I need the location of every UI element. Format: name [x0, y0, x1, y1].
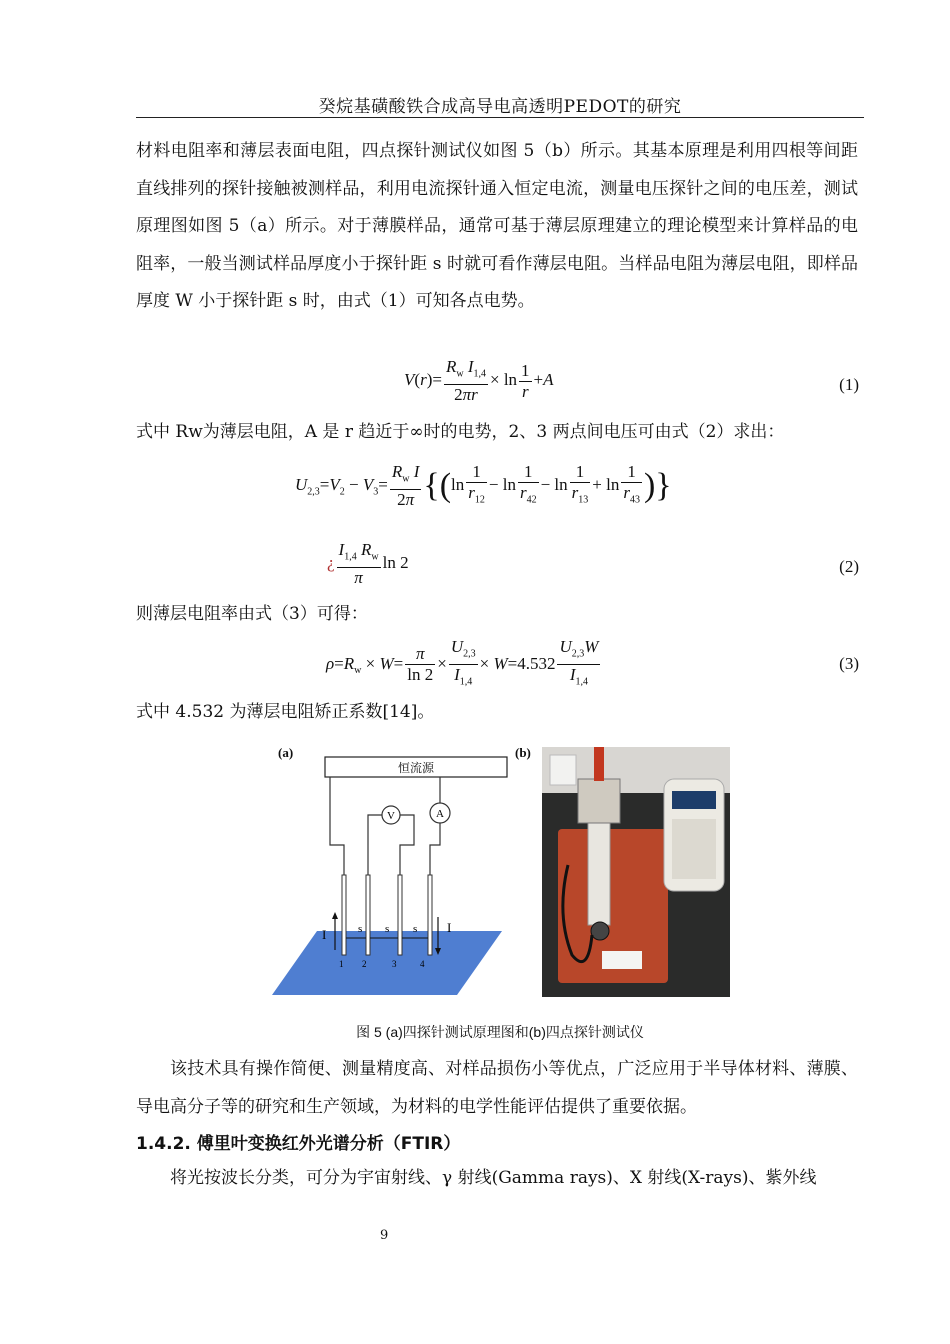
figure-caption: 图 5 (a)四探针测试原理图和(b)四点探针测试仪	[356, 1024, 644, 1040]
current-in-arrowhead	[332, 912, 338, 919]
probe-3	[398, 875, 402, 955]
ammeter-label: A	[436, 808, 444, 820]
probe-1-wire	[330, 777, 344, 875]
current-out-label: I	[447, 920, 452, 935]
probe-2	[366, 875, 370, 955]
equation-number-2: (2)	[839, 557, 859, 576]
equation-2-line-1: $U_{2,3}=V_2 - V_3=$ $\frac{R_w I}{2\pi}$ {(ln $\frac{1}{r_{12}}$ − ln $\frac{1}{r_{42}}$ − ln $\frac{1}{r_{13}}$ + ln $\frac{1}{r_{43}}$ )}	[295, 462, 672, 510]
running-header: 癸烷基磺酸铁合成高导电高透明PEDOT的研究	[318, 97, 682, 117]
probe-number-3: 3	[392, 959, 397, 969]
paragraph-rw-definition: 式中 Rw为薄层电阻，A 是 r 趋近于∞时的电势，2、3 两点间电压可由式（2）求出：	[136, 422, 785, 442]
equation-2-glyph: ¿	[327, 553, 335, 573]
probe-1	[342, 875, 346, 955]
meter-display	[672, 791, 716, 809]
equation-2-line-2: ¿ $\frac{I_{1,4} R_w}{\pi}$ ln 2	[327, 540, 409, 588]
meter-keypad	[672, 819, 716, 879]
current-in-label: I	[322, 927, 327, 942]
header-rule	[136, 117, 864, 118]
probe-number-2: 2	[362, 959, 367, 969]
probe-head	[578, 779, 620, 823]
probe-4-wire	[430, 823, 440, 875]
probe-3-wire	[400, 815, 414, 875]
equation-3-constant: 4.532	[517, 653, 556, 673]
spacing-label-1: s	[358, 923, 363, 935]
socket-icon	[550, 755, 576, 785]
panel-b-label: (b)	[515, 745, 531, 760]
paragraph-principle: 材料电阻率和薄层表面电阻，四点探针测试仪如图 5（b）所示。其基本原理是利用四根等间距直线排列的探针接触被测样品，利用电流探针通入恒定电流，测量电压探针之间的电压差，测试原理图如图 5（a）所示。对于薄膜样品，通常可基于薄层原理建立的理论模型来计算样品的电阻率，一般当测试样品厚度小于探针距 s 时就可看作薄层电阻。当样品电阻为薄层电阻，即样品厚度 W 小于探针距 s 时，由式（1）可知各点电势。	[136, 141, 858, 311]
spacing-label-3: s	[413, 923, 418, 935]
device-sticker	[602, 951, 642, 969]
section-heading: 1.4.2. 傅里叶变换红外光谱分析（FTIR）	[136, 1134, 461, 1154]
probe-number-4: 4	[420, 959, 425, 969]
red-lever	[594, 747, 604, 781]
current-source-label: 恒流源	[397, 761, 435, 775]
sample-plane	[272, 931, 502, 995]
figure-5	[272, 745, 732, 997]
paragraph-advantages: 该技术具有操作简便、测量精度高、对样品损伤小等优点，广泛应用于半导体材料、薄膜、导电高分子等的研究和生产领域，为材料的电学性能评估提供了重要依据。	[136, 1059, 858, 1117]
paragraph-correction-factor: 式中 4.532 为薄层电阻矫正系数[14]。	[136, 702, 435, 722]
voltmeter-label: V	[387, 810, 395, 822]
equation-number-1: (1)	[839, 375, 859, 394]
equation-1: V(r)= $\frac{R_w I_{1,4}}{2\pi r}$ × ln $\frac{1}{r}$ +A	[404, 357, 554, 405]
figure-5-svg	[272, 745, 732, 997]
equation-number-3: (3)	[839, 654, 859, 673]
equation-3: $\rho=R_w \times W=$ $\frac{\pi}{\ln 2}$ × $\frac{U_{2,3}}{I_{1,4}}$ × W=4.532 $\frac{U_{2,3}W}{I_{1,4}}$	[326, 637, 599, 688]
probe-2-wire-upper	[368, 815, 382, 845]
paragraph-resistivity-intro: 则薄层电阻率由式（3）可得：	[136, 604, 368, 624]
page-number: 9	[380, 1228, 389, 1243]
probe-tip	[591, 922, 609, 940]
spacing-label-2: s	[385, 923, 390, 935]
probe-number-1: 1	[339, 959, 344, 969]
probe-stand-column	[588, 815, 610, 925]
paragraph-ftir-intro: 将光按波长分类，可分为宇宙射线、γ 射线(Gamma rays)、X 射线(X-rays)、紫外线	[170, 1168, 817, 1188]
probe-4	[428, 875, 432, 955]
panel-a-label: (a)	[278, 745, 294, 760]
